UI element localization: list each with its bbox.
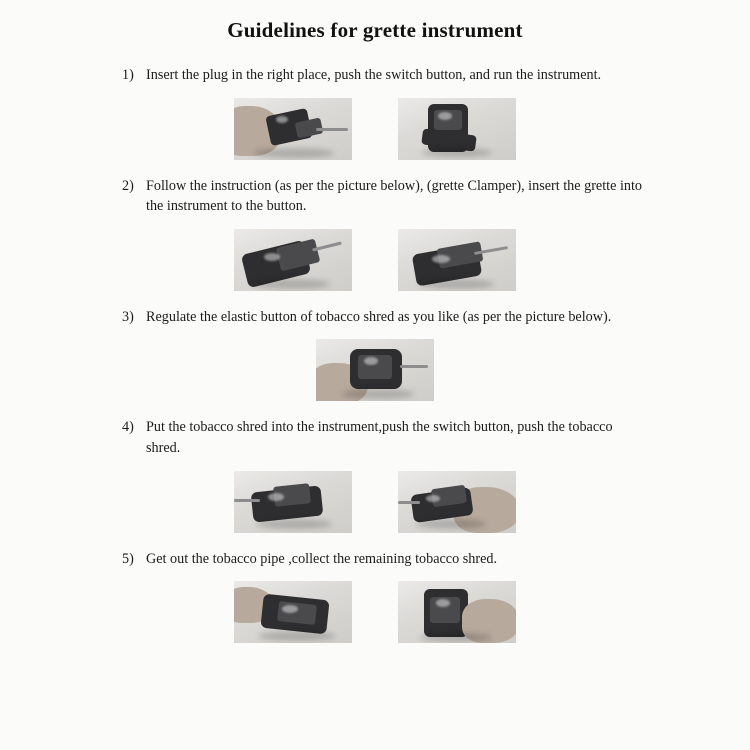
step-3-text-row — [44, 307, 706, 328]
remove-tobacco-pipe-photo — [234, 581, 352, 643]
step-4-images — [44, 471, 706, 533]
step-3-images — [44, 339, 706, 401]
step-1-images — [44, 98, 706, 160]
elastic-button-regulate-photo — [316, 339, 434, 401]
instrument-switch-button-photo — [398, 98, 516, 160]
step-1 — [44, 65, 706, 160]
grette-inserted-instrument-photo — [398, 229, 516, 291]
step-4-number: 4) — [122, 419, 134, 436]
step-4 — [44, 417, 706, 532]
push-switch-button-photo — [398, 471, 516, 533]
step-4-instruction: Put the tobacco shred into the instrument,push the switch button, push the tobacco shred. — [146, 419, 613, 456]
step-1-text-row — [44, 65, 706, 86]
step-5-text-row — [44, 549, 706, 570]
grette-clamper-insert-photo — [234, 229, 352, 291]
step-1-instruction: Insert the plug in the right place, push the switch button, and run the instrument. — [146, 67, 602, 83]
step-3-number: 3) — [122, 308, 134, 325]
step-5-number: 5) — [122, 550, 134, 567]
step-2-number: 2) — [122, 177, 134, 194]
step-5 — [44, 549, 706, 644]
step-2-images — [44, 229, 706, 291]
page-title: Guidelines for grette instrument — [227, 18, 523, 42]
plug-and-adapter-photo — [234, 98, 352, 160]
step-1-number: 1) — [122, 67, 134, 83]
tobacco-shred-loading-photo — [234, 471, 352, 533]
step-3 — [44, 307, 706, 402]
step-2-text-row — [44, 176, 706, 217]
step-5-images — [44, 581, 706, 643]
step-3-instruction: Regulate the elastic button of tobacco shred as you like (as per the picture below). — [146, 308, 612, 325]
step-5-instruction: Get out the tobacco pipe ,collect the remaining tobacco shred. — [146, 550, 498, 567]
step-2 — [44, 176, 706, 291]
collect-remaining-shred-photo — [398, 581, 516, 643]
step-4-text-row — [44, 417, 706, 458]
step-2-instruction: Follow the instruction (as per the picture below), (grette Clamper), insert the grette into the instrument to the button. — [146, 177, 643, 215]
